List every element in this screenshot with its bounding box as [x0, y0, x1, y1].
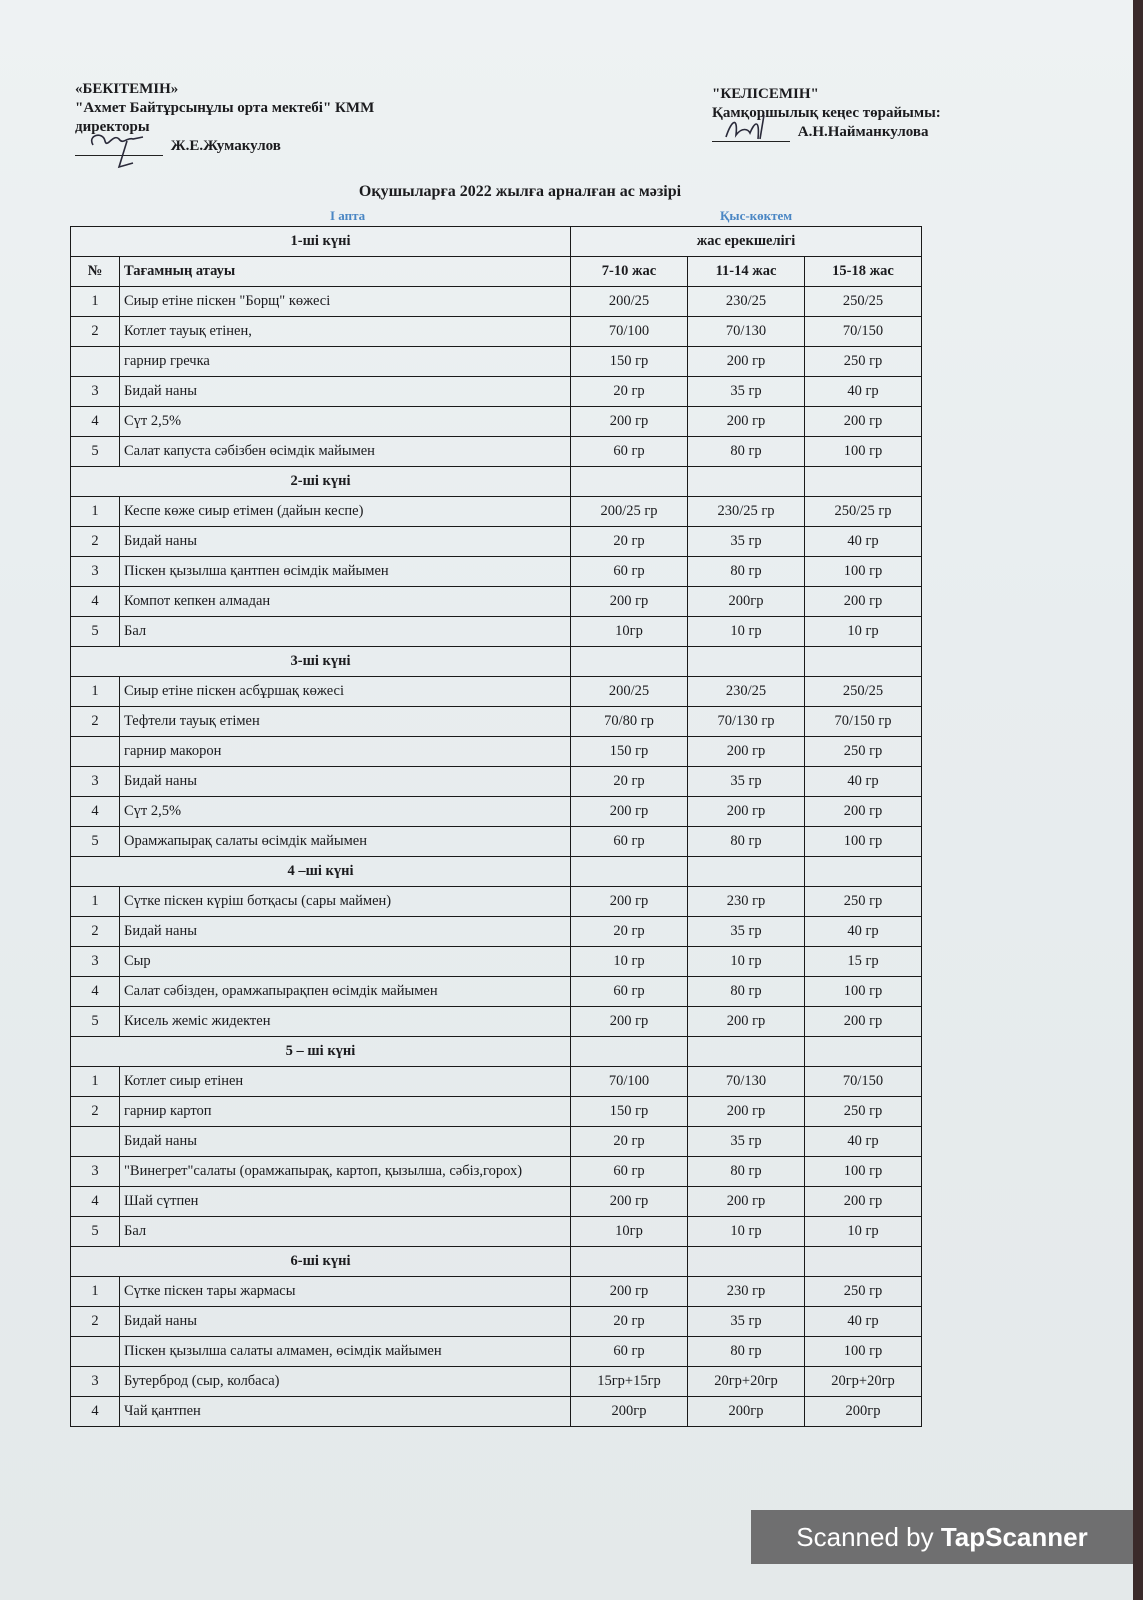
week-label: I апта	[330, 208, 366, 223]
empty-cell	[571, 1247, 688, 1277]
row-number: 5	[71, 1007, 120, 1037]
portion-value: 230 гр	[688, 887, 805, 917]
portion-value: 200/25	[571, 287, 688, 317]
portion-value: 250/25 гр	[805, 497, 922, 527]
portion-value: 200 гр	[688, 1007, 805, 1037]
menu-row	[71, 947, 922, 977]
row-number: 3	[71, 377, 120, 407]
dish-name: Піскен қызылша салаты алмамен, өсімдік майымен	[120, 1337, 571, 1367]
portion-value: 20гр+20гр	[688, 1367, 805, 1397]
portion-value: 70/100	[571, 317, 688, 347]
portion-value: 60 гр	[571, 437, 688, 467]
row-number: 2	[71, 527, 120, 557]
dish-name: гарнир гречка	[120, 347, 571, 377]
portion-value: 20гр+20гр	[805, 1367, 922, 1397]
row-number	[71, 737, 120, 767]
row-number: 1	[71, 887, 120, 917]
table-header-row-1	[71, 227, 922, 257]
row-number: 2	[71, 707, 120, 737]
portion-value: 230/25 гр	[688, 497, 805, 527]
col-age-11-14: 11-14 жас	[688, 257, 805, 287]
agreement-name: А.Н.Найманкулова	[797, 124, 929, 140]
row-number: 4	[71, 797, 120, 827]
portion-value: 40 гр	[805, 1307, 922, 1337]
dish-name: Бидай наны	[120, 527, 571, 557]
row-number: 3	[71, 947, 120, 977]
dish-name: Салат сәбізден, орамжапырақпен өсімдік майымен	[120, 977, 571, 1007]
empty-cell	[688, 1247, 805, 1277]
agreement-block	[712, 85, 1032, 142]
portion-value: 200 гр	[805, 407, 922, 437]
portion-value: 230/25	[688, 677, 805, 707]
agreement-label: "КЕЛІСЕМІН"	[712, 86, 819, 102]
portion-value: 70/80 гр	[571, 707, 688, 737]
row-number: 3	[71, 767, 120, 797]
portion-value: 250 гр	[805, 1277, 922, 1307]
portion-value: 230 гр	[688, 1277, 805, 1307]
menu-row	[71, 1217, 922, 1247]
portion-value: 70/130	[688, 317, 805, 347]
table-header-row-2	[71, 257, 922, 287]
menu-row	[71, 377, 922, 407]
portion-value: 60 гр	[571, 827, 688, 857]
portion-value: 250 гр	[805, 887, 922, 917]
portion-value: 35 гр	[688, 527, 805, 557]
dish-name: гарнир макорон	[120, 737, 571, 767]
signature-line	[712, 127, 790, 142]
portion-value: 60 гр	[571, 1157, 688, 1187]
dish-name: Сиыр етіне піскен асбұршақ көжесі	[120, 677, 571, 707]
portion-value: 80 гр	[688, 557, 805, 587]
empty-cell	[571, 467, 688, 497]
dish-name: Бал	[120, 617, 571, 647]
menu-row	[71, 1067, 922, 1097]
row-number: 2	[71, 917, 120, 947]
portion-value: 35 гр	[688, 377, 805, 407]
portion-value: 200 гр	[805, 1007, 922, 1037]
portion-value: 200 гр	[688, 407, 805, 437]
portion-value: 80 гр	[688, 977, 805, 1007]
dish-name: Кисель жеміс жидектен	[120, 1007, 571, 1037]
day-header-row	[71, 1247, 922, 1277]
portion-value: 200 гр	[688, 737, 805, 767]
row-number: 4	[71, 1187, 120, 1217]
dish-name: Кеспе көже сиыр етімен (дайын кеспе)	[120, 497, 571, 527]
menu-row	[71, 1157, 922, 1187]
approval-org: "Ахмет Байтұрсынұлы орта мектебі" КММ	[75, 100, 375, 116]
signature-line	[75, 141, 163, 156]
row-number: 3	[71, 1157, 120, 1187]
portion-value: 150 гр	[571, 737, 688, 767]
day-title: 5 – ші күні	[71, 1037, 571, 1067]
portion-value: 200/25	[571, 677, 688, 707]
menu-row	[71, 887, 922, 917]
dish-name: Котлет тауық етінен,	[120, 317, 571, 347]
portion-value: 200 гр	[688, 347, 805, 377]
row-number: 2	[71, 1097, 120, 1127]
menu-row	[71, 1397, 922, 1427]
portion-value: 20 гр	[571, 917, 688, 947]
row-number: 5	[71, 827, 120, 857]
empty-cell	[571, 1037, 688, 1067]
portion-value: 100 гр	[805, 1337, 922, 1367]
dish-name: гарнир картоп	[120, 1097, 571, 1127]
empty-cell	[805, 647, 922, 677]
portion-value: 70/130 гр	[688, 707, 805, 737]
menu-row	[71, 977, 922, 1007]
portion-value: 200 гр	[571, 587, 688, 617]
menu-row	[71, 797, 922, 827]
portion-value: 200 гр	[571, 407, 688, 437]
row-number: 2	[71, 1307, 120, 1337]
row-number	[71, 1127, 120, 1157]
portion-value: 200гр	[688, 1397, 805, 1427]
portion-value: 250/25	[805, 677, 922, 707]
portion-value: 70/100	[571, 1067, 688, 1097]
dish-name: Піскен қызылша қантпен өсімдік майымен	[120, 557, 571, 587]
portion-value: 200 гр	[688, 1097, 805, 1127]
portion-value: 20 гр	[571, 377, 688, 407]
day-header-row	[71, 647, 922, 677]
portion-value: 35 гр	[688, 767, 805, 797]
portion-value: 10 гр	[805, 1217, 922, 1247]
portion-value: 20 гр	[571, 767, 688, 797]
col-no-header: №	[71, 257, 120, 287]
empty-cell	[571, 857, 688, 887]
empty-cell	[805, 1037, 922, 1067]
row-number: 1	[71, 497, 120, 527]
portion-value: 100 гр	[805, 557, 922, 587]
approval-name: Ж.Е.Жумакулов	[170, 138, 281, 154]
menu-row	[71, 917, 922, 947]
menu-row	[71, 1307, 922, 1337]
row-number: 5	[71, 437, 120, 467]
portion-value: 40 гр	[805, 377, 922, 407]
dish-name: Салат капуста сәбізбен өсімдік майымен	[120, 437, 571, 467]
dish-name: Орамжапырақ салаты өсімдік майымен	[120, 827, 571, 857]
portion-value: 20 гр	[571, 1307, 688, 1337]
portion-value: 200гр	[805, 1397, 922, 1427]
menu-row	[71, 827, 922, 857]
portion-value: 60 гр	[571, 557, 688, 587]
portion-value: 100 гр	[805, 437, 922, 467]
dish-name: Бидай наны	[120, 377, 571, 407]
dish-name: Сүт 2,5%	[120, 407, 571, 437]
portion-value: 60 гр	[571, 1337, 688, 1367]
dish-name: Бал	[120, 1217, 571, 1247]
day-title: 1-ші күні	[71, 227, 571, 257]
portion-value: 15гр+15гр	[571, 1367, 688, 1397]
dish-name: Чай қантпен	[120, 1397, 571, 1427]
empty-cell	[571, 647, 688, 677]
dish-name: Компот кепкен алмадан	[120, 587, 571, 617]
agreement-position: Қамқоршылық кеңес төрайымы:	[712, 105, 941, 121]
row-number: 1	[71, 1277, 120, 1307]
document-title: Оқушыларға 2022 жылға арналған ас мәзірі	[358, 183, 682, 200]
dish-name: Сүтке піскен күріш ботқасы (сары маймен)	[120, 887, 571, 917]
empty-cell	[688, 857, 805, 887]
scanner-watermark: Scanned by TapScanner	[751, 1510, 1133, 1564]
portion-value: 10 гр	[688, 947, 805, 977]
menu-row	[71, 1337, 922, 1367]
row-number: 5	[71, 617, 120, 647]
portion-value: 35 гр	[688, 917, 805, 947]
menu-row	[71, 527, 922, 557]
portion-value: 10 гр	[805, 617, 922, 647]
portion-value: 150 гр	[571, 347, 688, 377]
menu-row	[71, 287, 922, 317]
col-age-15-18: 15-18 жас	[805, 257, 922, 287]
portion-value: 250 гр	[805, 347, 922, 377]
menu-row	[71, 1097, 922, 1127]
menu-table	[70, 226, 922, 1427]
row-number: 3	[71, 557, 120, 587]
row-number: 3	[71, 1367, 120, 1397]
dish-name: Бидай наны	[120, 1127, 571, 1157]
approval-position: директоры	[75, 119, 150, 135]
empty-cell	[688, 647, 805, 677]
portion-value: 40 гр	[805, 917, 922, 947]
portion-value: 20 гр	[571, 1127, 688, 1157]
portion-value: 150 гр	[571, 1097, 688, 1127]
page-edge	[1133, 0, 1143, 1600]
portion-value: 100 гр	[805, 1157, 922, 1187]
row-number: 5	[71, 1217, 120, 1247]
dish-name: Бидай наны	[120, 1307, 571, 1337]
row-number: 1	[71, 287, 120, 317]
portion-value: 200 гр	[571, 797, 688, 827]
portion-value: 250 гр	[805, 737, 922, 767]
dish-name: Котлет сиыр етінен	[120, 1067, 571, 1097]
director-signature-icon	[83, 127, 153, 173]
age-group-header: жас ерекшелігі	[571, 227, 922, 257]
portion-value: 200 гр	[571, 887, 688, 917]
portion-value: 100 гр	[805, 977, 922, 1007]
portion-value: 70/130	[688, 1067, 805, 1097]
menu-row	[71, 437, 922, 467]
menu-row	[71, 617, 922, 647]
portion-value: 200 гр	[805, 797, 922, 827]
menu-row	[71, 1007, 922, 1037]
day-title: 4 –ші күні	[71, 857, 571, 887]
menu-row	[71, 1277, 922, 1307]
portion-value: 15 гр	[805, 947, 922, 977]
portion-value: 70/150	[805, 317, 922, 347]
portion-value: 40 гр	[805, 527, 922, 557]
menu-row	[71, 557, 922, 587]
dish-name: Тефтели тауық етімен	[120, 707, 571, 737]
menu-row	[71, 737, 922, 767]
portion-value: 10гр	[571, 617, 688, 647]
portion-value: 70/150 гр	[805, 707, 922, 737]
approval-label: «БЕКІТЕМІН»	[75, 81, 179, 97]
menu-row	[71, 317, 922, 347]
day-header-row	[71, 1037, 922, 1067]
empty-cell	[805, 467, 922, 497]
portion-value: 70/150	[805, 1067, 922, 1097]
row-number: 4	[71, 977, 120, 1007]
row-number: 1	[71, 677, 120, 707]
dish-name: "Винегрет"салаты (орамжапырақ, картоп, қызылша, сәбіз,горох)	[120, 1157, 571, 1187]
empty-cell	[688, 467, 805, 497]
menu-row	[71, 1127, 922, 1157]
dish-name: Сүтке піскен тары жармасы	[120, 1277, 571, 1307]
portion-value: 80 гр	[688, 1337, 805, 1367]
portion-value: 200 гр	[571, 1277, 688, 1307]
portion-value: 10 гр	[688, 617, 805, 647]
portion-value: 200 гр	[571, 1187, 688, 1217]
dish-name: Сиыр етіне піскен "Борщ" көжесі	[120, 287, 571, 317]
portion-value: 10 гр	[688, 1217, 805, 1247]
portion-value: 10гр	[571, 1217, 688, 1247]
portion-value: 35 гр	[688, 1127, 805, 1157]
menu-row	[71, 707, 922, 737]
dish-name: Сүт 2,5%	[120, 797, 571, 827]
portion-value: 200гр	[571, 1397, 688, 1427]
season-label: Қыс-көктем	[720, 208, 793, 223]
menu-row	[71, 347, 922, 377]
row-number: 4	[71, 587, 120, 617]
portion-value: 200гр	[688, 587, 805, 617]
menu-row	[71, 1187, 922, 1217]
row-number	[71, 347, 120, 377]
empty-cell	[688, 1037, 805, 1067]
portion-value: 80 гр	[688, 1157, 805, 1187]
portion-value: 60 гр	[571, 977, 688, 1007]
portion-value: 200 гр	[688, 797, 805, 827]
portion-value: 100 гр	[805, 827, 922, 857]
portion-value: 35 гр	[688, 1307, 805, 1337]
day-header-row	[71, 467, 922, 497]
dish-name: Шай сүтпен	[120, 1187, 571, 1217]
portion-value: 80 гр	[688, 827, 805, 857]
portion-value: 40 гр	[805, 767, 922, 797]
row-number	[71, 1337, 120, 1367]
menu-row	[71, 677, 922, 707]
dish-name: Бутерброд (сыр, колбаса)	[120, 1367, 571, 1397]
menu-row	[71, 1367, 922, 1397]
portion-value: 200 гр	[688, 1187, 805, 1217]
dish-name: Бидай наны	[120, 917, 571, 947]
portion-value: 10 гр	[571, 947, 688, 977]
portion-value: 200/25 гр	[571, 497, 688, 527]
portion-value: 80 гр	[688, 437, 805, 467]
portion-value: 20 гр	[571, 527, 688, 557]
row-number: 1	[71, 1067, 120, 1097]
menu-row	[71, 407, 922, 437]
portion-value: 200 гр	[805, 1187, 922, 1217]
empty-cell	[805, 857, 922, 887]
portion-value: 40 гр	[805, 1127, 922, 1157]
day-title: 6-ші күні	[71, 1247, 571, 1277]
empty-cell	[805, 1247, 922, 1277]
menu-row	[71, 587, 922, 617]
row-number: 4	[71, 407, 120, 437]
portion-value: 250/25	[805, 287, 922, 317]
row-number: 4	[71, 1397, 120, 1427]
menu-row	[71, 497, 922, 527]
dish-name: Бидай наны	[120, 767, 571, 797]
council-signature-icon	[720, 113, 780, 147]
dish-name: Сыр	[120, 947, 571, 977]
approval-block	[75, 80, 555, 156]
portion-value: 250 гр	[805, 1097, 922, 1127]
day-header-row	[71, 857, 922, 887]
col-age-7-10: 7-10 жас	[571, 257, 688, 287]
portion-value: 230/25	[688, 287, 805, 317]
col-name-header: Тағамның атауы	[120, 257, 571, 287]
menu-row	[71, 767, 922, 797]
day-title: 2-ші күні	[71, 467, 571, 497]
portion-value: 200 гр	[571, 1007, 688, 1037]
portion-value: 200 гр	[805, 587, 922, 617]
row-number: 2	[71, 317, 120, 347]
day-title: 3-ші күні	[71, 647, 571, 677]
